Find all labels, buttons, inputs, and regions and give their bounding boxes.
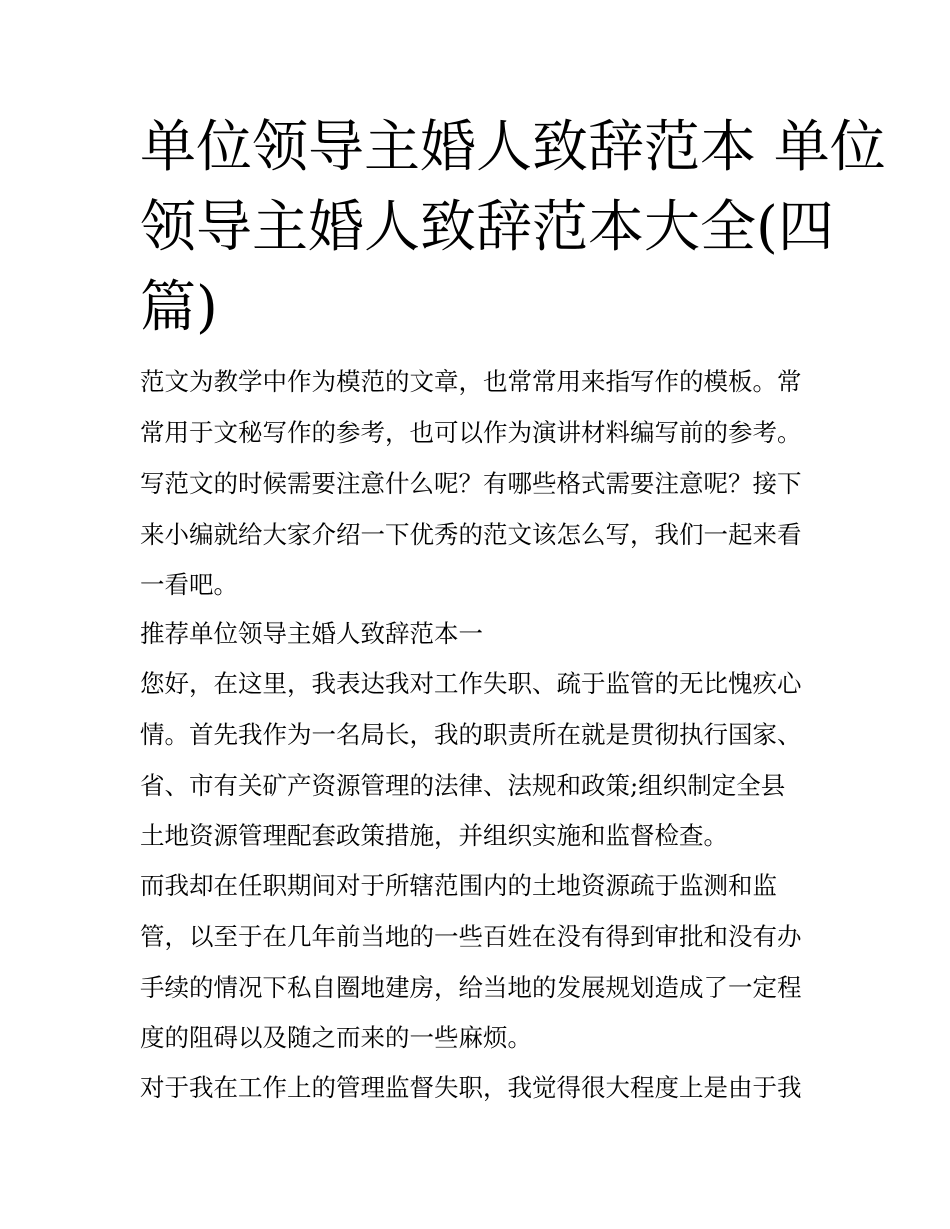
body-line: 度的阻碍以及随之而来的一些麻烦。 — [140, 1023, 532, 1052]
section-heading: 推荐单位领导主婚人致辞范本一 — [140, 619, 483, 648]
document-body — [140, 356, 820, 1113]
document-title — [140, 108, 886, 348]
title-line: 领导主婚人致辞范本大全(四 — [140, 195, 834, 260]
body-line: 您好，在这里，我表达我对工作失职、疏于监管的无比愧疚心 — [140, 669, 802, 698]
title-line: 篇) — [140, 275, 218, 340]
body-line: 省、市有关矿产资源管理的法律、法规和政策;组织制定全县 — [140, 771, 786, 800]
body-line: 管，以至于在几年前当地的一些百姓在没有得到审批和没有办 — [140, 922, 802, 951]
body-line: 情。首先我作为一名局长，我的职责所在就是贯彻执行国家、 — [140, 720, 802, 749]
body-line: 常用于文秘写作的参考，也可以作为演讲材料编写前的参考。 — [140, 418, 802, 447]
title-line: 单位领导主婚人致辞范本 单位 — [140, 115, 886, 180]
body-line: 写范文的时候需要注意什么呢？有哪些格式需要注意呢？接下 — [140, 469, 802, 498]
body-line: 而我却在任职期间对于所辖范围内的土地资源疏于监测和监 — [140, 871, 777, 900]
body-line: 手续的情况下私自圈地建房，给当地的发展规划造成了一定程 — [140, 973, 802, 1002]
body-line: 一看吧。 — [140, 570, 238, 599]
body-line: 土地资源管理配套政策措施，并组织实施和监督检查。 — [140, 821, 728, 850]
body-line: 对于我在工作上的管理监督失职，我觉得很大程度上是由于我 — [140, 1073, 802, 1102]
body-line: 来小编就给大家介绍一下优秀的范文该怎么写，我们一起来看 — [140, 520, 802, 549]
body-line: 范文为教学中作为模范的文章，也常常用来指写作的模板。常 — [140, 367, 802, 396]
